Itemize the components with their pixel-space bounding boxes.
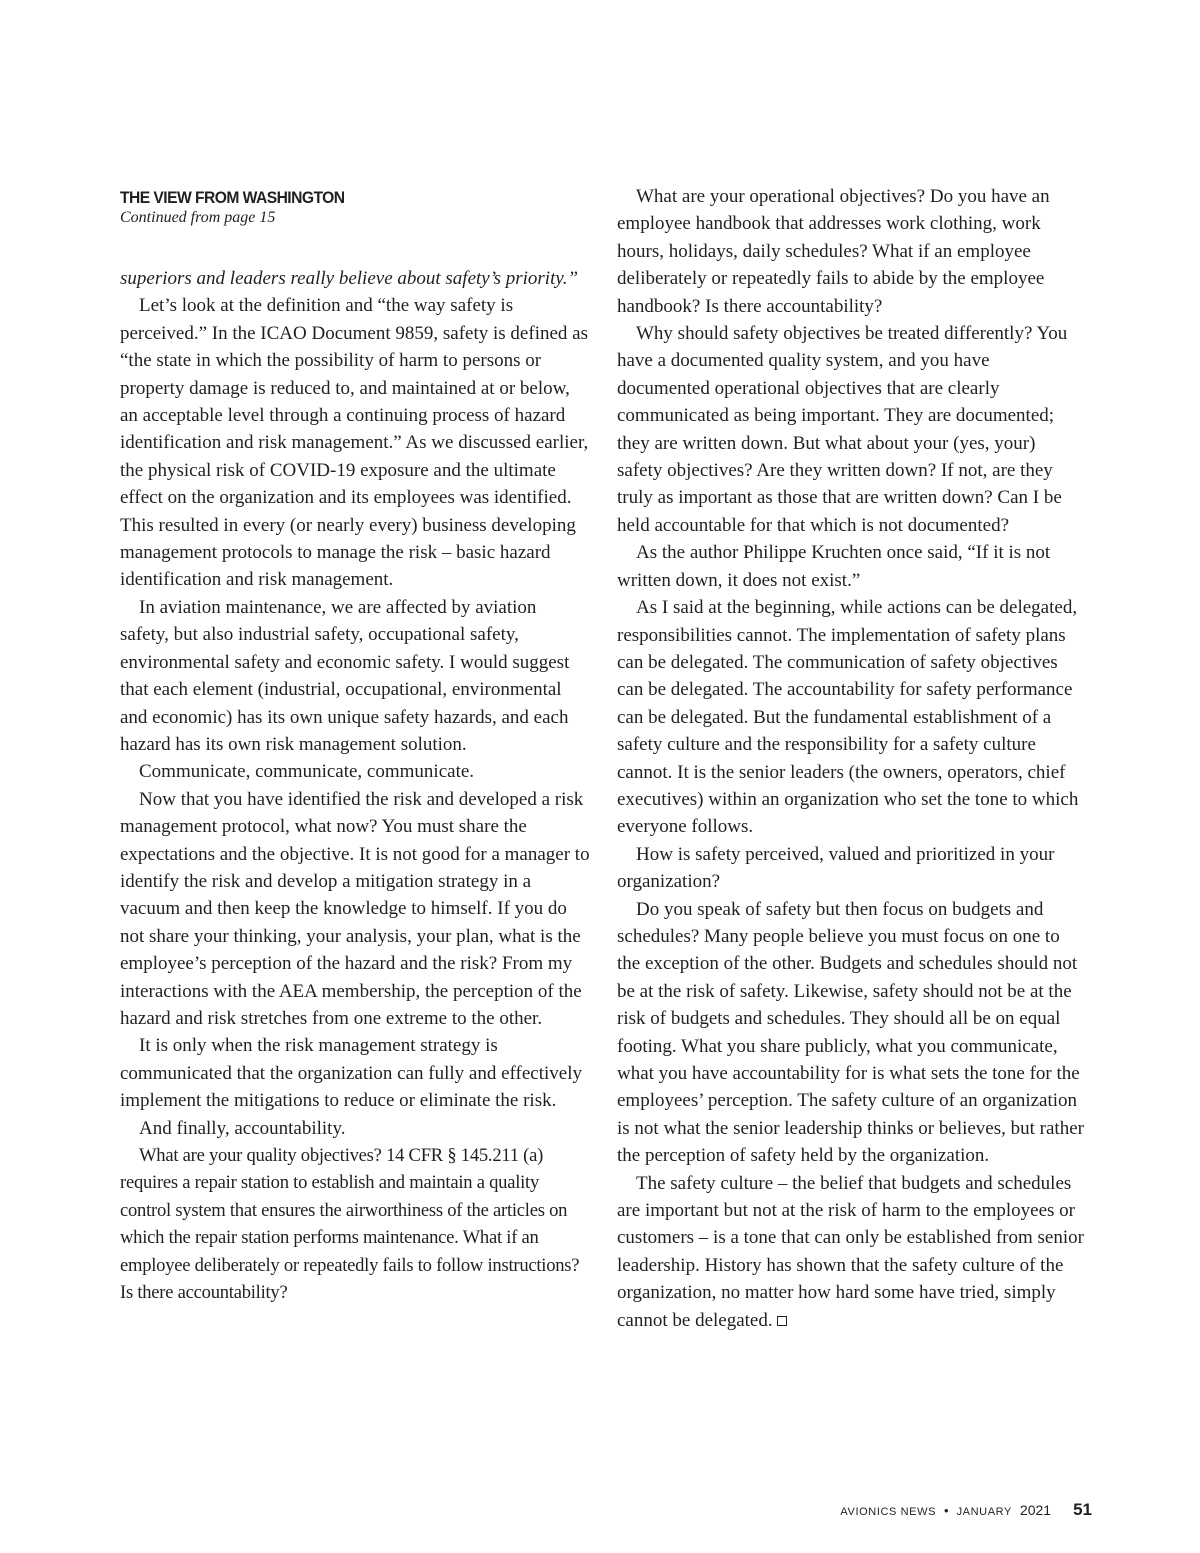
paragraph: Why should safety objectives be treated differently? You have a documented quality system, and you have documented operational objectives that are clearly communicated as being important. They are documented; they are written down. But what about your (yes, your) safety objectives? Are they written down? If not, are they truly as important as those that are written down? Can I be held accountable for that which is not documented? xyxy=(617,323,1068,536)
paragraph: What are your quality objectives? 14 CFR § 145.211 (a) requires a repair station to establish and maintain a quality control system that ensures the airworthiness of the articles on which the repair station performs maintenance. What if an employee deliberately or repeatedly fails to follow instructions? Is there accountability? xyxy=(120,1145,580,1304)
paragraph: In aviation maintenance, we are affected by aviation safety, but also industrial safety, occupational safety, environmental safety and economic safety. I would suggest that each element (industrial, occupational, environmental and economic) has its own unique safety hazards, and each hazard has its own risk management solution. xyxy=(120,596,570,755)
issue-month: JANUARY xyxy=(956,1506,1012,1518)
page-number: 51 xyxy=(1073,1500,1092,1519)
paragraph: How is safety perceived, valued and prioritized in your organization? xyxy=(617,843,1055,893)
end-mark-icon xyxy=(777,1316,787,1326)
section-kicker: THE VIEW FROM WASHINGTON xyxy=(120,188,345,207)
bullet-separator: • xyxy=(944,1503,949,1518)
left-column xyxy=(120,265,590,1306)
final-paragraph-text: The safety culture – the belief that budgets and schedules are important but not at the risk of harm to the employees or customers – is a tone that can only be established from senior leadership. History has shown that the safety culture of the organization, no matter how hard some have tried, simply cannot be delegated. xyxy=(617,1172,1084,1331)
article-header xyxy=(120,188,364,228)
issue-year: 2021 xyxy=(1019,1502,1052,1518)
paragraph: And finally, accountability. xyxy=(139,1117,346,1139)
paragraph-final xyxy=(617,1170,1085,1334)
continued-note: Continued from page 15 xyxy=(120,209,276,226)
paragraph: As I said at the beginning, while actions can be delegated, responsibilities cannot. The implementation of safety plans can be delegated. The communication of safety objectives can be delegated. The accountability for safety performance can be delegated. But the fundamental establishment of a safety culture and the responsibility for a safety culture cannot. It is the senior leaders (the owners, operators, chief executives) within an organization who set the tone to which everyone follows. xyxy=(617,597,1079,838)
paragraph: As the author Philippe Kruchten once said, “If it is not written down, it does not exist.” xyxy=(617,542,1051,591)
paragraph: Now that you have identified the risk and developed a risk management protocol, what now? You must share the expectations and the objective. It is not good for a manager to identify the risk and develop a mitigation strategy in a vacuum and then keep the knowledge to himself. If you do not share your thinking, your analysis, your plan, what is the employee’s perception of the hazard and the risk? From my interactions with the AEA membership, the perception of the hazard and risk stretches from one extreme to the other. xyxy=(120,788,590,1029)
paragraph: superiors and leaders really believe about safety’s priority.” xyxy=(120,268,579,289)
paragraph: Communicate, communicate, communicate. xyxy=(139,761,475,783)
paragraph: Do you speak of safety but then focus on budgets and schedules? Many people believe you must focus on one to the exception of the other. Budgets and schedules should not be at the risk of safety. Likewise, safety should not be at the risk of budgets and schedules. They should all be on equal footing. What you share publicly, what you communicate, what you have accountability for is what sets the tone for the employees’ perception. The safety culture of an organization is not what the senior leadership thinks or believes, but rather the perception of safety held by the organization. xyxy=(617,898,1084,1167)
paragraph: What are your operational objectives? Do you have an employee handbook that addresses work clothing, work hours, holidays, daily schedules? What if an employee deliberately or repeatedly fails to abide by the employee handbook? Is there accountability? xyxy=(617,186,1050,317)
right-column xyxy=(617,183,1085,1334)
paragraph: It is only when the risk management strategy is communicated that the organization can fully and effectively implement the mitigations to reduce or eliminate the risk. xyxy=(120,1035,582,1112)
paragraph: Let’s look at the definition and “the way safety is perceived.” In the ICAO Document 9859, safety is defined as “the state in which the possibility of harm to persons or property damage is reduced to, and maintained at or below, an acceptable level through a continuing process of hazard identification and risk management.” As we discussed earlier, the physical risk of COVID-19 exposure and the ultimate effect on the organization and its employees was identified. This resulted in every (or nearly every) business developing management protocols to manage the risk – basic hazard identification and risk management. xyxy=(120,295,589,591)
page-footer xyxy=(840,1500,1092,1520)
publication-name: AVIONICS NEWS xyxy=(840,1506,937,1518)
